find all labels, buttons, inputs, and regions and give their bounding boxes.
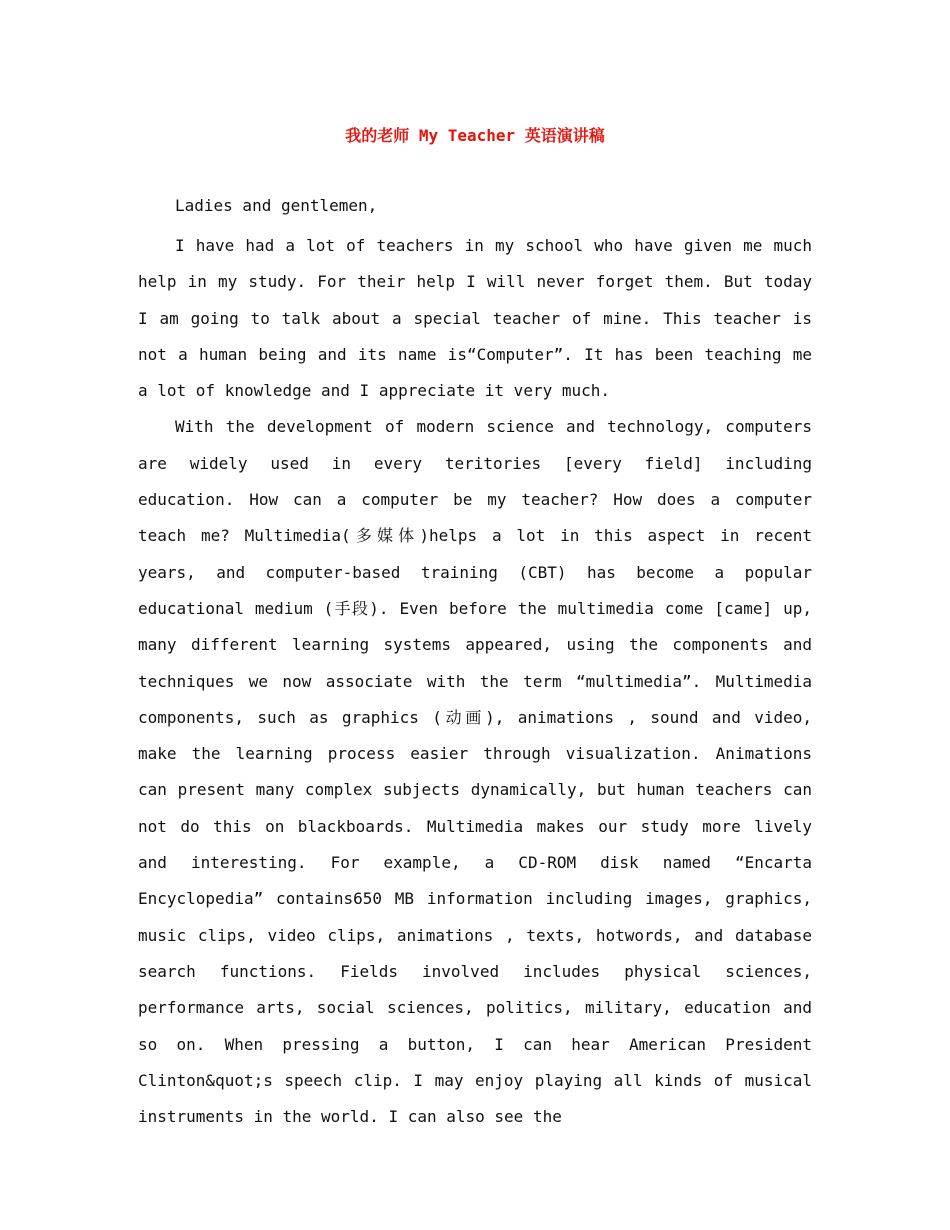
document-body [138,194,812,1135]
paragraph-multimedia: With the development of modern science and technology, computers are widely used in every teritories [every field] including education. How can a computer be my teacher? How does a computer teach me? Multimedia(多媒体)helps a lot in this aspect in recent years, and computer-based training (CBT) has become a popular educational medium (手段). Even before the multimedia come [came] up, many different learning systems appeared, using the components and techniques we now associate with the term “multimedia”. Multimedia components, such as graphics (动画), animations , sound and video, make the learning process easier through visualization. Animations can present many complex subjects dynamically, but human teachers can not do this on blackboards. Multimedia makes our study more lively and interesting. For example, a CD-ROM disk named “Encarta Encyclopedia” contains650 MB information including images, graphics, music clips, video clips, animations , texts, hotwords, and database search functions. Fields involved includes physical sciences, performance arts, social sciences, politics, military, education and so on. When pressing a button, I can hear American President Clinton&quot;s speech clip. I may enjoy playing all kinds of musical instruments in the world. I can also see the [138,417,812,1127]
salutation: Ladies and gentlemen, [175,196,378,215]
document-title: 我的老师 My Teacher 英语演讲稿 [345,126,605,145]
paragraph-intro: I have had a lot of teachers in my school who have given me much help in my study. For their help I will never forget them. But today I am going to talk about a special teacher of mine. This teacher is not a human being and its name is“Computer”. It has been teaching me a lot of knowledge and I appreciate it very much. [138,236,812,401]
